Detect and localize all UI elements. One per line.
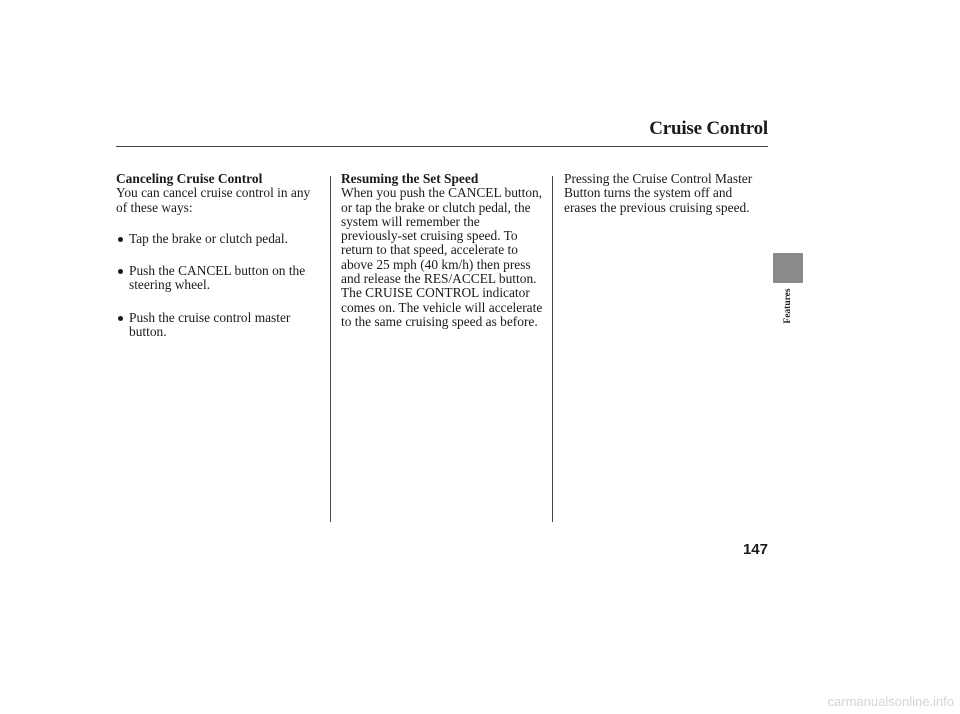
text-line: Push the CANCEL button on the <box>129 263 306 279</box>
text-line: You can cancel cruise control in any <box>116 185 311 201</box>
column-canceling <box>116 172 326 339</box>
text-line: previously-set cruising speed. To <box>341 228 518 244</box>
list-item <box>116 311 326 340</box>
text-line: of these ways: <box>116 199 193 215</box>
text-line: or tap the brake or clutch pedal, the <box>341 199 531 215</box>
text-line: above 25 mph (40 km/h) then press <box>341 256 531 272</box>
text-line: When you push the CANCEL button, <box>341 185 543 201</box>
column-divider-left <box>330 176 331 522</box>
text-line: return to that speed, accelerate to <box>341 242 518 258</box>
text-line: comes on. The vehicle will accelerate <box>341 299 543 315</box>
bullet-icon <box>118 237 123 242</box>
text-line: Button turns the system off and <box>564 185 733 201</box>
resuming-body <box>341 186 549 329</box>
watermark: carmanualsonline.info <box>827 694 954 709</box>
text-line: to the same cruising speed as before. <box>341 313 538 329</box>
text-line: system will remember the <box>341 213 480 229</box>
bullet-icon <box>118 316 123 321</box>
text-line: steering wheel. <box>129 277 211 293</box>
text-line: The CRUISE CONTROL indicator <box>341 285 530 301</box>
section-heading-canceling: Canceling Cruise Control <box>116 171 263 186</box>
text-line: Pressing the Cruise Control Master <box>564 171 753 186</box>
section-tab-label <box>778 288 798 324</box>
column-master-button <box>564 172 768 215</box>
master-button-body <box>564 172 768 215</box>
section-heading-resuming: Resuming the Set Speed <box>341 171 479 186</box>
text-line: erases the previous cruising speed. <box>564 199 750 215</box>
text-line: and release the RES/ACCEL button. <box>341 271 537 287</box>
text-line: Push the cruise control master <box>129 309 291 325</box>
section-tab-text: Features <box>783 288 793 324</box>
section-tab-marker <box>773 253 803 283</box>
page-title: Cruise Control <box>649 118 768 139</box>
canceling-intro <box>116 186 326 215</box>
title-rule <box>116 146 768 147</box>
column-resuming <box>341 172 549 329</box>
column-divider-right <box>552 176 553 522</box>
list-item <box>116 264 326 293</box>
list-item <box>116 232 326 246</box>
cancel-methods-list <box>116 232 326 339</box>
text-line: button. <box>129 324 167 340</box>
bullet-icon <box>118 269 123 274</box>
page-number: 147 <box>742 541 768 558</box>
text-line: Tap the brake or clutch pedal. <box>129 230 288 246</box>
